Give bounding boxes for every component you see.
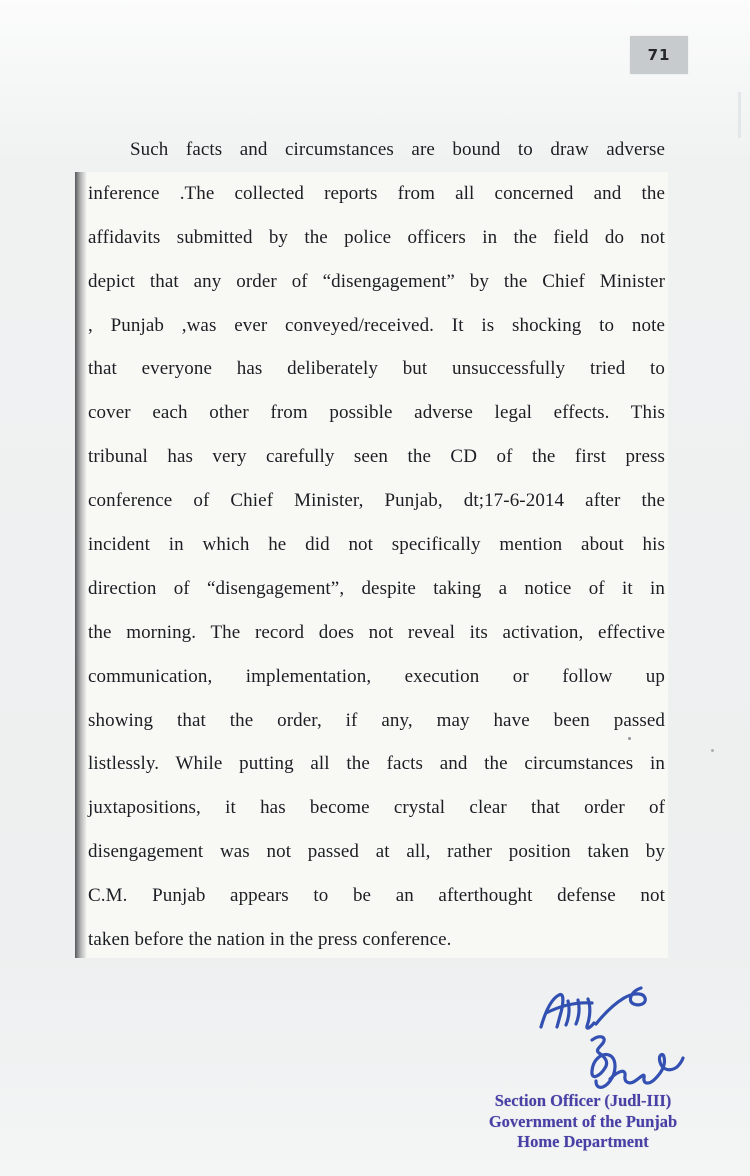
stamp-line-department: Home Department [517, 1132, 649, 1151]
paragraph-line: C.M. Punjab appears to be an afterthought defense not [88, 885, 665, 907]
paragraph-line: disengagement was not passed at all, rather position taken by [88, 841, 665, 863]
paragraph-line: affidavits submitted by the police officers in the field do not [88, 226, 665, 248]
paragraph-line: cover each other from possible adverse legal effects. This [88, 402, 665, 424]
scan-shadow-band [75, 172, 87, 958]
paragraph-line: tribunal has very carefully seen the CD of the first press [88, 446, 665, 468]
paragraph-line: conference of Chief Minister, Punjab, dt;17-6-2014 after the [88, 490, 665, 512]
paragraph-line: communication, implementation, execution or follow up [88, 665, 665, 687]
office-stamp [476, 1091, 690, 1153]
paragraph-line: incident in which he did not specifically mention about his [88, 534, 665, 556]
page-number-badge [630, 36, 688, 74]
paragraph-line: showing that the order, if any, may have been passed [88, 709, 665, 731]
paragraph-line: taken before the nation in the press conference. [88, 929, 452, 951]
page-number: 71 [647, 46, 671, 64]
paragraph-line: Such facts and circumstances are bound to draw adverse [130, 139, 665, 160]
stamp-line-designation: Section Officer (Judl-III) [494, 1091, 672, 1110]
paragraph-line: the morning. The record does not reveal its activation, effective [88, 621, 665, 643]
signature-strokes [541, 988, 683, 1087]
paragraph-line: listlessly. While putting all the facts and the circumstances in [88, 753, 665, 775]
scan-edge-artifact [738, 92, 741, 138]
scan-speck [711, 749, 714, 752]
paragraph-line: inference .The collected reports from all concerned and the [88, 182, 665, 204]
paragraph-line: juxtapositions, it has become crystal clear that order of [88, 797, 665, 819]
paragraph-line: depict that any order of “disengagement” by the Chief Minister [88, 270, 665, 292]
paragraph [88, 128, 665, 962]
scan-speck [628, 737, 631, 740]
signature-ink [520, 978, 720, 1096]
paragraph-line: that everyone has deliberately but unsuccessfully tried to [88, 358, 665, 380]
paragraph-line: direction of “disengagement”, despite taking a notice of it in [88, 577, 665, 599]
stamp-line-government: Government of the Punjab [488, 1111, 678, 1131]
paragraph-line: , Punjab ,was ever conveyed/received. It is shocking to note [88, 314, 665, 336]
